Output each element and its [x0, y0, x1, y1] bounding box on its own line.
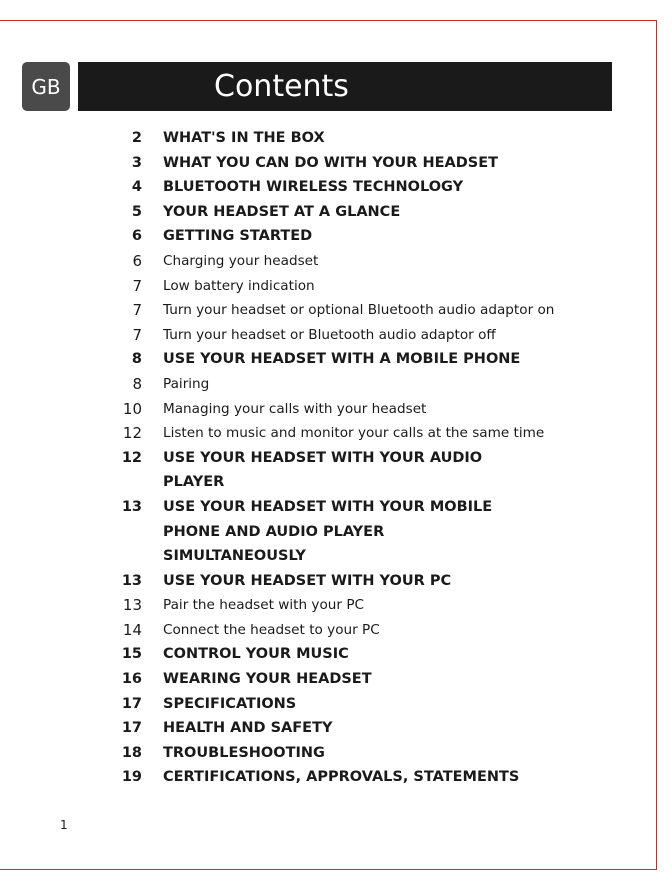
- toc-entry-title: CONTROL YOUR MUSIC: [163, 646, 349, 663]
- toc-page-number: 19: [121, 769, 142, 786]
- page-number: 1: [60, 818, 68, 832]
- toc-entry-title: USE YOUR HEADSET WITH YOUR MOBILE: [163, 498, 493, 515]
- toc-entry-title: Listen to music and monitor your calls at the same time: [163, 425, 545, 442]
- toc-entry-title: Turn your headset or optional Bluetooth audio adaptor on: [163, 302, 555, 319]
- toc-page-number: 4: [131, 179, 142, 196]
- toc-entry[interactable]: [0, 224, 656, 249]
- page-frame-right: [656, 20, 657, 869]
- toc-entry[interactable]: [0, 126, 656, 151]
- toc-entry[interactable]: [0, 593, 656, 618]
- toc-entry-title: SPECIFICATIONS: [163, 695, 297, 712]
- toc-entry[interactable]: [0, 421, 656, 446]
- toc-entry[interactable]: [0, 667, 656, 692]
- toc-page-number: 2: [131, 130, 142, 146]
- toc-page-number: 7: [132, 325, 142, 344]
- page-frame-bottom: [0, 869, 657, 870]
- toc-page-number: 14: [122, 620, 142, 639]
- toc-page-number: 6: [132, 251, 142, 270]
- toc-page-number: 6: [131, 228, 142, 245]
- toc-page-number: 16: [121, 671, 142, 688]
- toc-entry-title: PHONE AND AUDIO PLAYER: [163, 523, 385, 540]
- table-of-contents: [0, 126, 656, 790]
- toc-entry[interactable]: [0, 446, 656, 471]
- toc-entry-continuation[interactable]: [0, 544, 656, 569]
- toc-entry[interactable]: [0, 372, 656, 397]
- toc-page-number: 8: [131, 351, 142, 368]
- toc-page-number: 10: [122, 399, 142, 418]
- toc-entry-title: Managing your calls with your headset: [163, 400, 427, 417]
- toc-page-number: 12: [121, 449, 142, 466]
- toc-page-number: 7: [132, 301, 142, 320]
- toc-page-number: 5: [131, 203, 142, 220]
- toc-page-number: 12: [122, 424, 142, 443]
- toc-page-number: 13: [122, 596, 142, 615]
- toc-entry-title: Connect the headset to your PC: [163, 621, 380, 638]
- toc-entry-title: USE YOUR HEADSET WITH YOUR AUDIO: [163, 449, 483, 466]
- toc-entry[interactable]: [0, 397, 656, 422]
- toc-page-number: 7: [132, 276, 142, 295]
- toc-entry[interactable]: [0, 741, 656, 766]
- toc-entry[interactable]: [0, 200, 656, 225]
- toc-page-number: 17: [121, 695, 142, 712]
- language-tab: GB: [22, 62, 70, 111]
- toc-entry-title: SIMULTANEOUSLY: [163, 548, 306, 565]
- toc-entry-title: CERTIFICATIONS, APPROVALS, STATEMENTS: [163, 769, 520, 786]
- toc-entry-title: USE YOUR HEADSET WITH YOUR PC: [163, 572, 452, 589]
- toc-entry-title: TROUBLESHOOTING: [163, 744, 325, 761]
- toc-entry-continuation[interactable]: [0, 520, 656, 545]
- toc-entry[interactable]: [0, 175, 656, 200]
- toc-page-number: 15: [121, 646, 142, 663]
- toc-entry[interactable]: [0, 692, 656, 717]
- toc-entry[interactable]: [0, 618, 656, 643]
- toc-entry-title: BLUETOOTH WIRELESS TECHNOLOGY: [163, 179, 464, 196]
- toc-entry[interactable]: [0, 323, 656, 348]
- page-title: Contents: [214, 69, 349, 104]
- toc-entry[interactable]: [0, 274, 656, 299]
- toc-page-number: 8: [132, 374, 142, 393]
- toc-entry[interactable]: [0, 716, 656, 741]
- toc-entry[interactable]: [0, 642, 656, 667]
- toc-entry-title: WHAT YOU CAN DO WITH YOUR HEADSET: [163, 154, 499, 171]
- toc-entry-title: Turn your headset or Bluetooth audio adaptor off: [163, 326, 496, 343]
- toc-entry-title: WHAT'S IN THE BOX: [163, 130, 325, 146]
- toc-entry-title: Pairing: [163, 375, 210, 392]
- toc-page-number: 18: [121, 744, 142, 761]
- toc-entry[interactable]: [0, 495, 656, 520]
- toc-entry-title: YOUR HEADSET AT A GLANCE: [163, 203, 401, 220]
- toc-entry-continuation[interactable]: [0, 470, 656, 495]
- toc-entry-title: WEARING YOUR HEADSET: [163, 671, 372, 688]
- toc-entry-title: Charging your headset: [163, 252, 319, 269]
- toc-page-number: 3: [131, 154, 142, 171]
- toc-entry-title: GETTING STARTED: [163, 228, 313, 245]
- toc-entry[interactable]: [0, 347, 656, 372]
- toc-entry-title: HEALTH AND SAFETY: [163, 720, 333, 737]
- toc-entry[interactable]: [0, 151, 656, 176]
- toc-entry[interactable]: [0, 249, 656, 274]
- toc-entry[interactable]: [0, 569, 656, 594]
- toc-entry-title: USE YOUR HEADSET WITH A MOBILE PHONE: [163, 351, 521, 368]
- toc-entry-title: Low battery indication: [163, 277, 315, 294]
- toc-entry[interactable]: [0, 765, 656, 790]
- toc-page-number: 13: [121, 572, 142, 589]
- toc-entry[interactable]: [0, 298, 656, 323]
- toc-page-number: 17: [121, 720, 142, 737]
- page-frame-top: [0, 20, 656, 21]
- toc-entry-title: Pair the headset with your PC: [163, 597, 365, 614]
- toc-page-number: 13: [121, 498, 142, 515]
- toc-entry-title: PLAYER: [163, 474, 225, 491]
